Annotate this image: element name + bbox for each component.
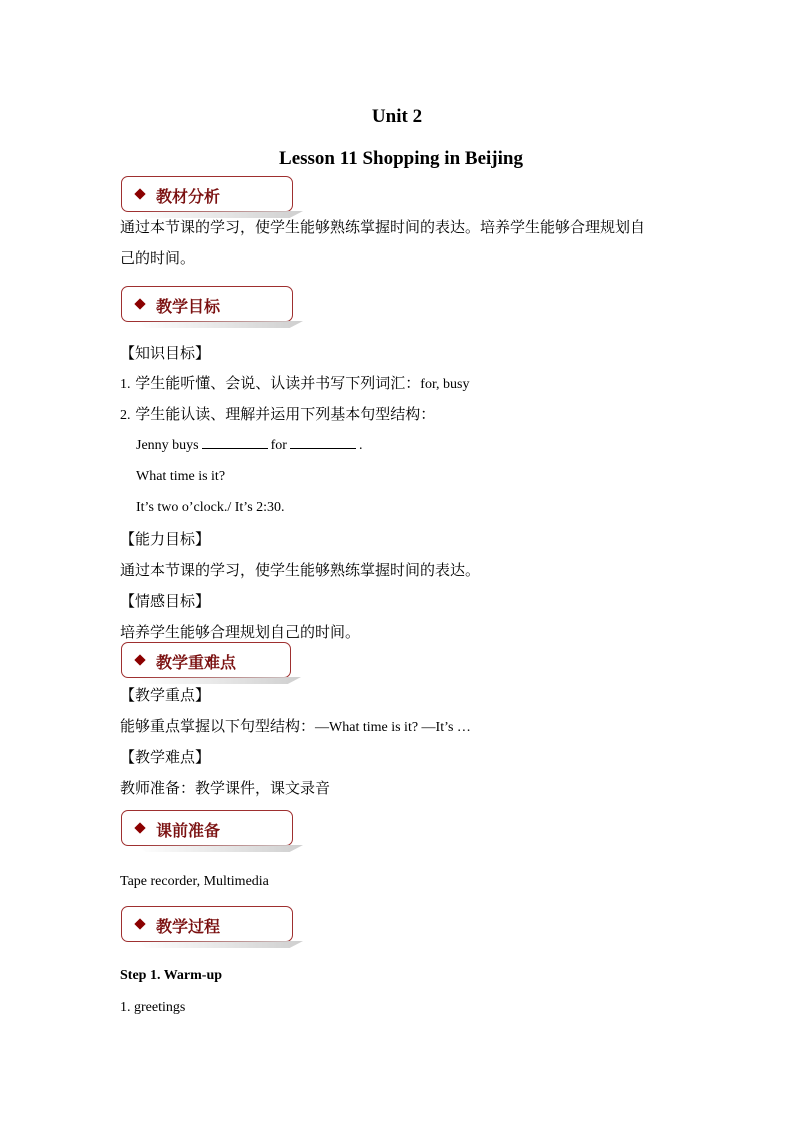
difficulty-text: 教师准备：教学课件，课文录音 [120, 779, 331, 797]
section-label: 教材分析 [156, 187, 221, 206]
focus-text-en: —What time is it? —It’s … [315, 720, 471, 735]
emotion-goal-title: 【情感目标】 [120, 592, 211, 610]
diamond-bullet-icon [134, 188, 145, 199]
diamond-bullet-icon [134, 654, 145, 665]
section-label: 课前准备 [156, 821, 221, 840]
diamond-bullet-icon [134, 298, 145, 309]
lesson-title: Lesson 11 Shopping in Beijing [279, 148, 523, 169]
knowledge-item-1 [120, 373, 470, 395]
section-label: 教学目标 [156, 297, 221, 316]
section-header-goals [121, 286, 293, 322]
section-shadow [136, 677, 301, 684]
ability-goal-title: 【能力目标】 [120, 530, 211, 548]
diamond-bullet-icon [134, 918, 145, 929]
ability-goal-text: 通过本节课的学习，使学生能够熟练掌握时间的表达。 [120, 561, 481, 579]
diamond-bullet-icon [134, 822, 145, 833]
fill-blank-line [290, 436, 356, 449]
step-1-item-1: 1. greetings [120, 1000, 186, 1015]
unit-title: Unit 2 [371, 106, 423, 127]
knowledge-goal-title: 【知识目标】 [120, 344, 211, 362]
item-number: 1. [120, 377, 131, 392]
item-text: 学生能认读、理解并运用下列基本句型结构： [135, 405, 436, 423]
section-header-key-points [121, 642, 291, 678]
section-label: 教学重难点 [156, 653, 237, 672]
preparation-text: Tape recorder, Multimedia [120, 874, 269, 889]
focus-title: 【教学重点】 [120, 686, 211, 704]
sentence-part: Jenny buys [136, 438, 199, 453]
difficulty-title: 【教学难点】 [120, 748, 211, 766]
emotion-goal-text: 培养学生能够合理规划自己的时间。 [120, 623, 361, 641]
item-text: 学生能听懂、会说、认读并书写下列词汇： [135, 374, 421, 392]
knowledge-item-2 [120, 404, 435, 426]
fill-blank-line [202, 436, 268, 449]
analysis-line-2: 己的时间。 [120, 249, 196, 267]
section-label: 教学过程 [156, 917, 221, 936]
sentence-pattern-2: What time is it? [136, 469, 226, 484]
analysis-line-1: 通过本节课的学习，使学生能够熟练掌握时间的表达。培养学生能够合理规划自 [120, 218, 646, 236]
section-header-preparation [121, 810, 293, 846]
sentence-pattern-1 [136, 436, 362, 456]
section-shadow [136, 321, 303, 328]
section-shadow [136, 845, 303, 852]
item-number: 2. [120, 408, 131, 423]
sentence-pattern-3: It’s two o’clock./ It’s 2:30. [136, 500, 285, 515]
sentence-part: . [358, 438, 363, 453]
step-1-title: Step 1. Warm-up [120, 968, 223, 983]
focus-text-cn: 能够重点掌握以下句型结构： [120, 717, 316, 735]
focus-text [120, 716, 471, 738]
section-shadow [136, 941, 303, 948]
section-header-analysis [121, 176, 293, 212]
sentence-part: for [270, 438, 287, 453]
section-header-process [121, 906, 293, 942]
item-words: for, busy [420, 377, 470, 392]
